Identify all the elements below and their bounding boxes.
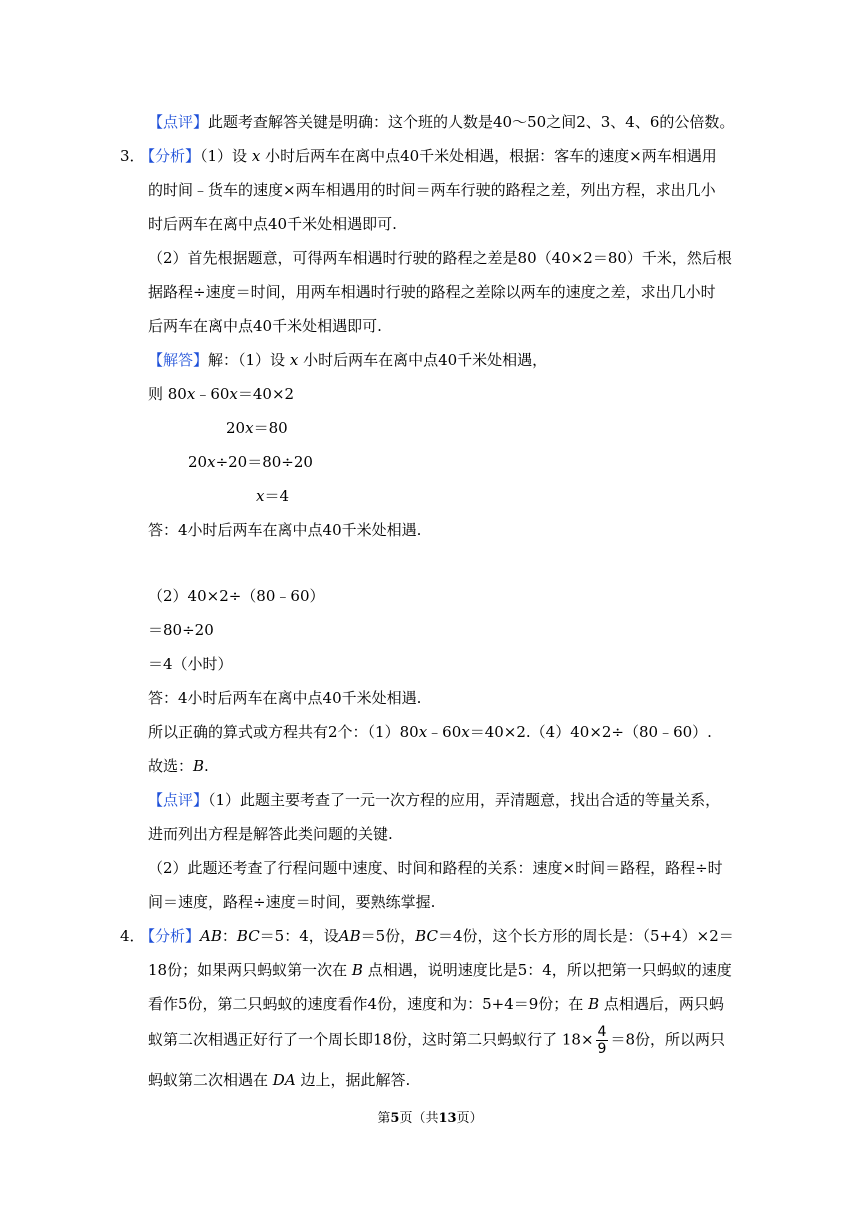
point-b: B <box>351 961 363 979</box>
text: 所以正确的算式或方程共有2个：（1）80 <box>148 723 419 741</box>
review-line-2: 进而列出方程是解答此类问题的关键. <box>148 825 393 843</box>
analysis-line-6: 后两车在离中点40千米处相遇即可. <box>148 317 382 335</box>
text: ÷20＝80÷20 <box>215 453 313 471</box>
answer-tag: 【解答】 <box>148 351 209 369</box>
point-b: B <box>588 995 600 1013</box>
text: 页（共 <box>399 1111 439 1126</box>
review-line-4: 间＝速度，路程÷速度＝时间，要熟练掌握. <box>148 893 436 911</box>
text: ﹣60 <box>427 723 462 741</box>
analysis-line-4: （2）首先根据题意，可得两车相遇时行驶的路程之差是80（40×2＝80）千米，然后根 <box>148 249 732 267</box>
fraction-denominator: 9 <box>597 1041 607 1057</box>
choice-letter: B <box>193 757 205 775</box>
variable-x: x <box>418 723 428 741</box>
text: 看作5份，第二只蚂蚁的速度看作4份，速度和为：5+4＝9份；在 <box>148 995 584 1013</box>
segment-ab: AB <box>338 927 361 945</box>
text: 页） <box>456 1111 483 1126</box>
variable-x: x <box>229 385 238 403</box>
review-tag: 【点评】 <box>148 113 209 131</box>
variable-x: x <box>186 385 196 403</box>
equation-line-2 <box>226 418 288 438</box>
text: ： <box>221 927 237 945</box>
text: 边上，据此解答. <box>300 1071 411 1089</box>
review-tag: 【点评】 <box>148 791 209 809</box>
summary-line <box>148 722 712 742</box>
text: ＝5份， <box>360 927 416 945</box>
text: 小时后两车在离中点40千米处相遇， <box>303 351 548 369</box>
choice-line <box>148 756 209 776</box>
p4-analysis-line-1 <box>140 926 734 946</box>
analysis-tag: 【分析】 <box>140 147 201 165</box>
page-footer <box>0 1110 860 1128</box>
variable-x: x <box>289 351 299 369</box>
text: （1）设 <box>200 147 248 165</box>
equation-line-3 <box>188 452 313 472</box>
segment-da: DA <box>272 1071 296 1089</box>
answer-line-1 <box>148 350 547 370</box>
text: ＝4份，这个长方形的周长是：（5+4）×2＝ <box>437 927 734 945</box>
text: ＝40×2.（4）40×2÷（80﹣60）. <box>469 723 712 741</box>
problem-number: 3． <box>120 147 145 165</box>
conclusion-1: 答：4小时后两车在离中点40千米处相遇. <box>148 521 422 539</box>
variable-x: x <box>251 147 261 165</box>
text: 点相遇，说明速度比是5：4，所以把第一只蚂蚁的速度 <box>367 961 732 979</box>
text: ＝4 <box>264 487 290 505</box>
text: ＝80 <box>253 419 288 437</box>
text: 故选： <box>148 757 194 775</box>
text: 蚂蚁第二次相遇在 <box>148 1071 269 1089</box>
text: 18份；如果两只蚂蚁第一次在 <box>148 961 348 979</box>
text: ＝8份，所以两只 <box>610 1030 725 1049</box>
p4-analysis-line-2 <box>148 960 732 980</box>
text: 20 <box>226 419 246 437</box>
variable-x: x <box>245 419 254 437</box>
segment-bc: BC <box>415 927 438 945</box>
review-text: 此题考查解答关键是明确：这个班的人数是40～50之间2、3、4、6的公倍数。 <box>208 113 735 131</box>
analysis-line-2: 的时间﹣货车的速度×两车相遇用的时间＝两车行驶的路程之差，列出方程，求出几小 <box>148 181 716 199</box>
analysis-line-3: 时后两车在离中点40千米处相遇即可. <box>148 215 397 233</box>
text: 点相遇后，两只蚂 <box>603 995 724 1013</box>
problem-number: 4． <box>120 927 145 945</box>
method2-line-3: ＝4（小时） <box>148 655 233 673</box>
total-pages: 13 <box>438 1111 457 1126</box>
conclusion-2: 答：4小时后两车在离中点40千米处相遇. <box>148 689 422 707</box>
method2-line-1: （2）40×2÷（80﹣60） <box>148 587 325 605</box>
text: ＝40×2 <box>237 385 295 403</box>
text: ＝5：4，设 <box>259 927 339 945</box>
p4-analysis-line-4 <box>148 1024 725 1057</box>
fraction <box>596 1024 609 1057</box>
p4-analysis-line-5 <box>148 1070 410 1090</box>
review-line-3: （2）此题还考查了行程问题中速度、时间和路程的关系：速度×时间＝路程，路程÷时 <box>148 859 723 877</box>
segment-bc: BC <box>236 927 260 945</box>
text: 第 <box>377 1111 391 1126</box>
text: （1）此题主要考查了一元一次方程的应用，弄清题意，找出合适的等量关系， <box>208 791 721 809</box>
text: 蚁第二次相遇正好行了一个周长即18份，这时第二只蚂蚁行了 18× <box>148 1030 594 1049</box>
analysis-line-1 <box>140 146 717 166</box>
analysis-line-5: 据路程÷速度＝时间，用两车相遇时行驶的路程之差除以两车的速度之差，求出几小时 <box>148 283 716 301</box>
variable-x: x <box>461 723 470 741</box>
equation-line-4 <box>256 486 289 506</box>
page-number: 5 <box>390 1111 400 1126</box>
review-line-1 <box>148 790 720 810</box>
analysis-tag: 【分析】 <box>140 927 201 945</box>
p2-review-line <box>148 112 734 132</box>
p4-analysis-line-3 <box>148 994 724 1014</box>
variable-x: x <box>256 487 265 505</box>
text: . <box>204 757 209 775</box>
text: 20 <box>188 453 208 471</box>
text: 小时后两车在离中点40千米处相遇，根据：客车的速度×两车相遇用 <box>265 147 717 165</box>
equation-line-1 <box>148 384 294 404</box>
fraction-numerator: 4 <box>597 1024 607 1040</box>
segment-ab: AB <box>200 927 222 945</box>
text: 则 80 <box>148 385 187 403</box>
variable-x: x <box>207 453 216 471</box>
text: ﹣60 <box>195 385 230 403</box>
text: 解：（1）设 <box>208 351 286 369</box>
method2-line-2: ＝80÷20 <box>148 621 214 639</box>
